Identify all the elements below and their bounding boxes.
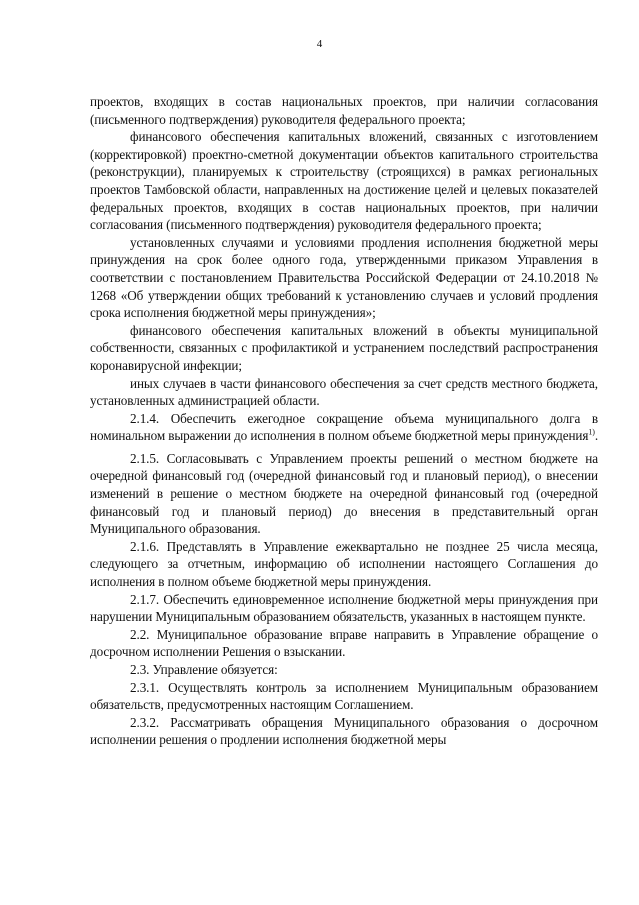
- document-body: [90, 93, 598, 749]
- paragraph-2-2: 2.2. Муниципальное образование вправе направить в Управление обращение о досрочном исполнении Решения о взыскании.: [90, 626, 598, 660]
- paragraph-2-1-4: [90, 410, 598, 445]
- paragraph-2-1-7: 2.1.7. Обеспечить единовременное исполнение бюджетной меры принуждения при нарушении Муниципальным образованием обязательств, указанных в настоящем пункте.: [90, 591, 598, 625]
- paragraph-2-3-2: 2.3.2. Рассматривать обращения Муниципального образования о досрочном исполнении решения о продлении исполнения бюджетной меры: [90, 714, 598, 748]
- paragraph-extension-conditions: установленных случаями и условиями продления исполнения бюджетной меры принуждения на срок более одного года, утвержденными приказом Управления в соответствии с постановлением Правительства Российской Федерации от 24.10.2018 № 1268 «Об утверждении общих требований к установлению случаев и условий продления срока исполнения бюджетной меры принуждения»;: [90, 234, 598, 321]
- footnote-marker: 1): [588, 427, 595, 437]
- paragraph-continuation: проектов, входящих в состав национальных проектов, при наличии согласования (письменного подтверждения) руководителя федерального проекта;: [90, 94, 598, 127]
- paragraph-2-1-5: 2.1.5. Согласовывать с Управлением проекты решений о местном бюджете на очередной финансовый год (очередной финансовый год и плановый период), о внесении изменений в решение о местном бюджете на очередной финансовый год (очередной финансовый год и плановый период) до внесения в представительный орган Муниципального образования.: [90, 450, 598, 537]
- paragraph-coronavirus-investments: финансового обеспечения капитальных вложений в объекты муниципальной собственности, связанных с профилактикой и устранением последствий распространения коронавирусной инфекции;: [90, 322, 598, 373]
- paragraph-2-3-1: 2.3.1. Осуществлять контроль за исполнением Муниципальным образованием обязательств, предусмотренных настоящим Соглашением.: [90, 679, 598, 713]
- page-number: 4: [316, 38, 323, 50]
- paragraph-capital-investments-design: финансового обеспечения капитальных вложений, связанных с изготовлением (корректировкой) проектно-сметной документации объектов капитального строительства (реконструкции), планируемых к строительству (строящихся) в рамках региональных проектов Тамбовской области, направленных на достижение целей и целевых показателей федеральных проектов, входящих в состав национальных проектов, при наличии согласования (письменного подтверждения) руководителя федерального проекта;: [90, 129, 598, 233]
- paragraph-2-1-4-tail: .: [594, 428, 599, 444]
- paragraph-2-1-6: 2.1.6. Представлять в Управление ежеквартально не позднее 25 числа месяца, следующего за отчетным, информацию об исполнении настоящего Соглашения до исполнения в полном объеме бюджетной меры принуждения.: [90, 538, 598, 590]
- paragraph-2-3: 2.3. Управление обязуется:: [130, 662, 278, 677]
- paragraph-other-cases: иных случаев в части финансового обеспечения за счет средств местного бюджета, установленных администрацией области.: [90, 375, 598, 409]
- paragraph-2-1-4-text: 2.1.4. Обеспечить ежегодное сокращение объема муниципального долга в номинальном выражении до исполнения в полном объеме бюджетной меры принуждения: [90, 410, 598, 444]
